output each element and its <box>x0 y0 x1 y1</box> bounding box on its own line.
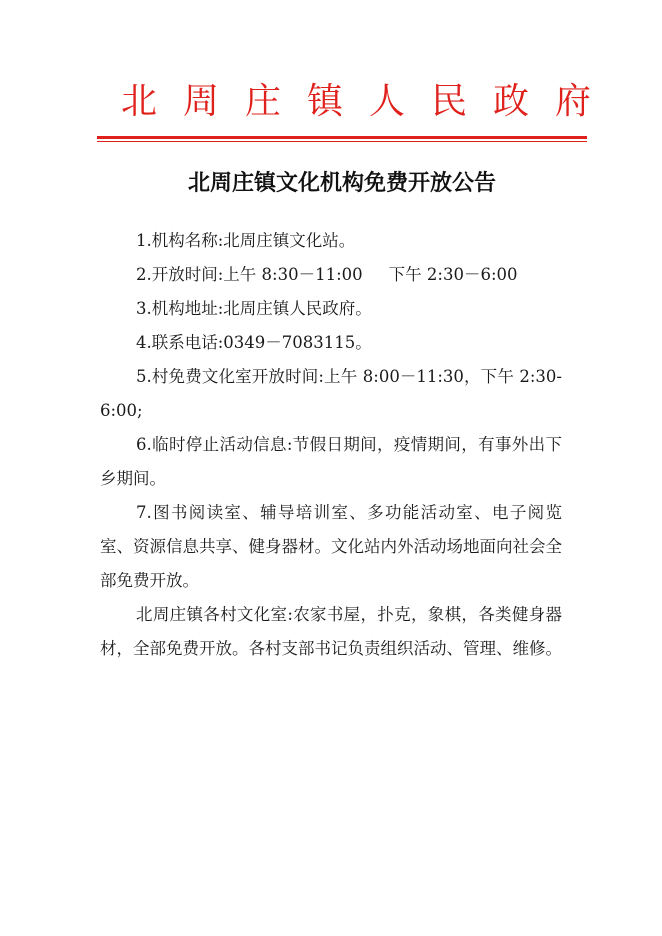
item-phone: 4.联系电话:0349－7083115。 <box>136 333 372 352</box>
notice-body <box>100 224 562 666</box>
header-red-rule-thick <box>97 136 587 139</box>
item-opening-hours <box>100 258 562 292</box>
item-address: 3.机构地址:北周庄镇人民政府。 <box>136 299 372 318</box>
item-facilities: 7.图书阅读室、辅导培训室、多功能活动室、电子阅览室、资源信息共享、健身器材。文化站内外活动场地面向社会全部免费开放。 <box>100 503 562 590</box>
item-village-rooms: 北周庄镇各村文化室:农家书屋，扑克，象棋，各类健身器材，全部免费开放。各村支部书记负责组织活动、管理、维修。 <box>100 605 562 658</box>
header-red-rule-thin <box>97 141 587 142</box>
item-suspension-info: 6.临时停止活动信息:节假日期间，疫情期间，有事外出下乡期间。 <box>100 435 562 488</box>
opening-hours-afternoon: 下午 2:30－6:00 <box>388 265 518 284</box>
opening-hours-morning: 2.开放时间:上午 8:30－11:00 <box>136 265 363 284</box>
org-header-title: 北周庄镇人民政府 <box>121 81 618 122</box>
item-organization-name: 1.机构名称:北周庄镇文化站。 <box>136 231 356 250</box>
notice-title: 北周庄镇文化机构免费开放公告 <box>187 171 496 196</box>
item-village-hours: 5.村免费文化室开放时间:上午 8:00－11:30，下午 2:30-6:00; <box>100 367 562 420</box>
